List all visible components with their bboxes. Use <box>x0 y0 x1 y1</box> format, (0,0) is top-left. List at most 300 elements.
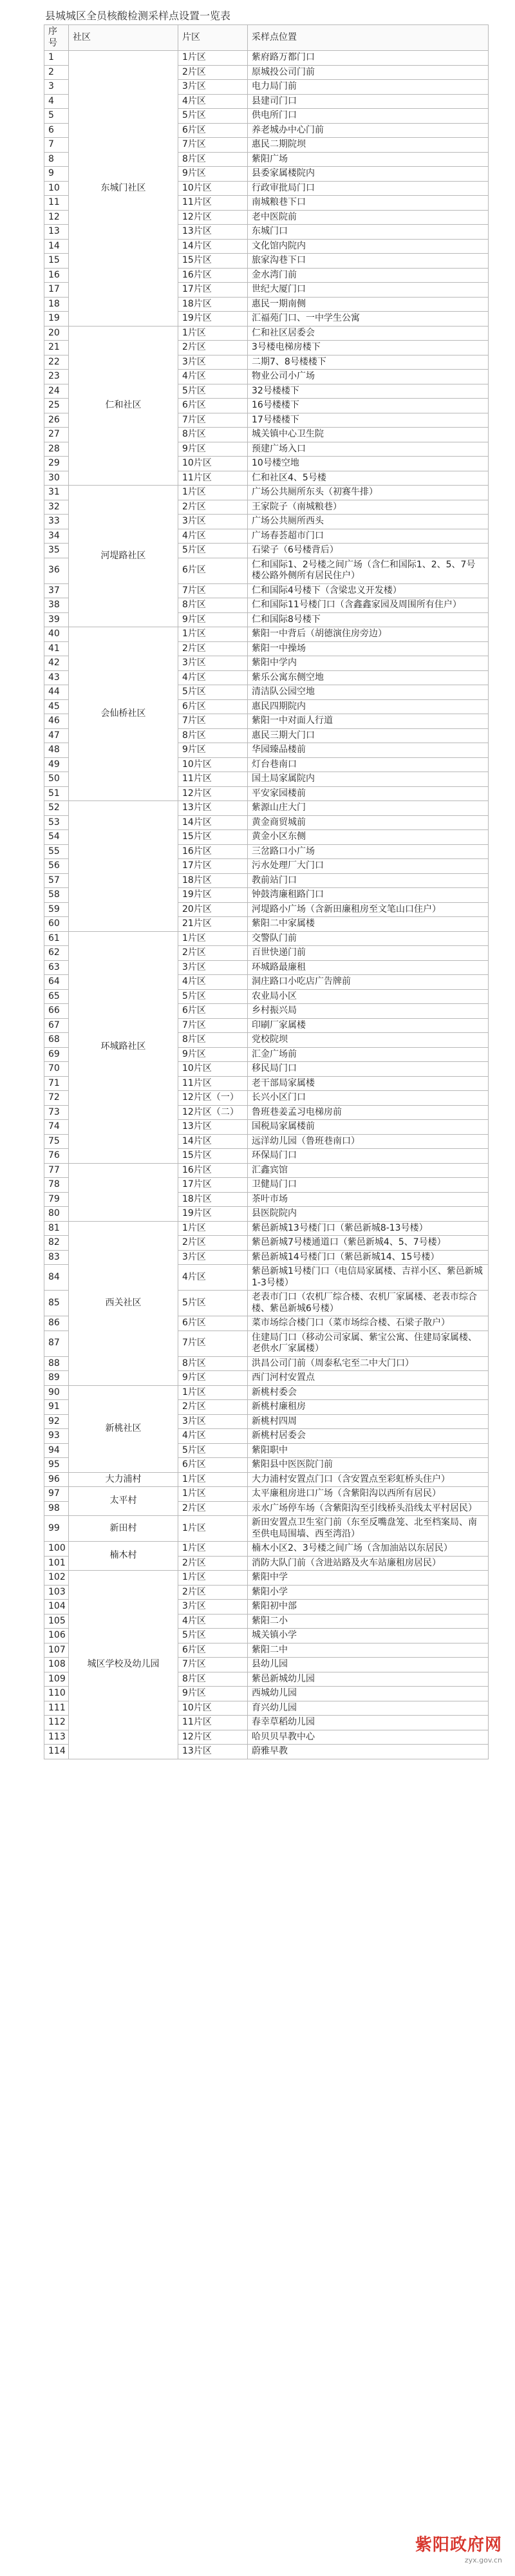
cell-site: 哈贝贝早教中心 <box>248 1730 489 1745</box>
cell-area: 1片区 <box>178 1472 248 1487</box>
cell-site: 紫源山庄大门 <box>248 801 489 816</box>
cell-area: 5片区 <box>178 384 248 399</box>
cell-area: 11片区 <box>178 1716 248 1730</box>
cell-area: 8片区 <box>178 1356 248 1371</box>
cell-seq: 82 <box>44 1236 69 1251</box>
table-row <box>44 326 489 341</box>
cell-seq: 98 <box>44 1501 69 1516</box>
cell-site: 黄金商贸城前 <box>248 815 489 830</box>
cell-site: 新桃村居委会 <box>248 1429 489 1444</box>
cell-seq: 5 <box>44 109 69 124</box>
cell-area: 13片区 <box>178 1745 248 1759</box>
cell-site: 消防大队门前（含进站路及火车站廉租房居民） <box>248 1556 489 1571</box>
cell-seq: 7 <box>44 138 69 153</box>
cell-site: 鲁班巷姜孟习电梯房前 <box>248 1105 489 1120</box>
cell-seq: 104 <box>44 1600 69 1615</box>
cell-seq: 67 <box>44 1018 69 1033</box>
cell-area: 8片区 <box>178 728 248 743</box>
cell-area: 2片区 <box>178 500 248 515</box>
cell-site: 黄金小区东侧 <box>248 830 489 845</box>
cell-seq: 69 <box>44 1047 69 1062</box>
cell-site: 紫邑新城13号楼门口（紫邑新城8-13号楼） <box>248 1221 489 1236</box>
cell-area: 10片区 <box>178 457 248 471</box>
cell-site: 10号楼空地 <box>248 457 489 471</box>
table-row <box>44 1516 489 1542</box>
cell-seq: 40 <box>44 627 69 642</box>
cell-site: 住建局门口（移动公司家属、紫宝公寓、住建局家属楼、老供水厂家属楼） <box>248 1331 489 1356</box>
cell-site: 县幼儿园 <box>248 1658 489 1672</box>
header-seq: 序号 <box>44 25 69 51</box>
cell-site: 华园臻品楼前 <box>248 743 489 758</box>
cell-community: 新田村 <box>69 1516 178 1542</box>
cell-seq: 8 <box>44 152 69 167</box>
cell-seq: 78 <box>44 1178 69 1193</box>
cell-area: 6片区 <box>178 123 248 138</box>
cell-site: 长兴小区门口 <box>248 1091 489 1106</box>
cell-seq: 99 <box>44 1516 69 1542</box>
cell-area: 13片区 <box>178 801 248 816</box>
cell-area: 1片区 <box>178 1221 248 1236</box>
cell-area: 11片区 <box>178 471 248 486</box>
cell-seq: 46 <box>44 714 69 729</box>
cell-area: 5片区 <box>178 1443 248 1458</box>
cell-seq: 44 <box>44 685 69 700</box>
cell-seq: 30 <box>44 471 69 486</box>
cell-seq: 105 <box>44 1614 69 1629</box>
cell-area: 6片区 <box>178 699 248 714</box>
cell-site: 广场春荟超市门口 <box>248 529 489 544</box>
cell-site: 紫阳中学内 <box>248 656 489 671</box>
cell-site: 紫乐公寓东侧空地 <box>248 670 489 685</box>
cell-area: 7片区 <box>178 714 248 729</box>
cell-site: 环保局门口 <box>248 1149 489 1164</box>
sampling-sites-table <box>44 24 489 1759</box>
cell-area: 5片区 <box>178 685 248 700</box>
cell-seq: 23 <box>44 370 69 384</box>
cell-site: 紫邑新城14号楼门口（紫邑新城14、15号楼） <box>248 1250 489 1265</box>
cell-site: 印刷厂家属楼 <box>248 1018 489 1033</box>
cell-seq: 32 <box>44 500 69 515</box>
cell-seq: 71 <box>44 1076 69 1091</box>
cell-area: 8片区 <box>178 152 248 167</box>
cell-seq: 12 <box>44 210 69 225</box>
cell-seq: 4 <box>44 94 69 109</box>
cell-area: 4片区 <box>178 1265 248 1291</box>
cell-area: 20片区 <box>178 902 248 917</box>
cell-site: 太平廉租房进口广场（含紫阳沟以西所有居民） <box>248 1487 489 1502</box>
site-logo-text: 紫阳政府网 <box>415 2535 502 2555</box>
cell-seq: 31 <box>44 486 69 500</box>
cell-area: 21片区 <box>178 917 248 932</box>
cell-site: 紫阳小学 <box>248 1585 489 1600</box>
cell-area: 4片区 <box>178 670 248 685</box>
cell-site: 春幸草稻幼儿园 <box>248 1716 489 1730</box>
cell-seq: 94 <box>44 1443 69 1458</box>
cell-site: 3号楼电梯房楼下 <box>248 341 489 355</box>
cell-site: 卫健局门口 <box>248 1178 489 1193</box>
cell-seq: 55 <box>44 844 69 859</box>
cell-site: 紫邑新城幼儿园 <box>248 1672 489 1687</box>
cell-area: 10片区 <box>178 757 248 772</box>
cell-seq: 54 <box>44 830 69 845</box>
header-site: 采样点位置 <box>248 25 489 51</box>
cell-seq: 45 <box>44 699 69 714</box>
cell-site: 紫阳初中部 <box>248 1600 489 1615</box>
cell-area: 1片区 <box>178 1571 248 1586</box>
cell-area: 3片区 <box>178 960 248 975</box>
cell-site: 新桃村委会 <box>248 1385 489 1400</box>
cell-seq: 84 <box>44 1265 69 1291</box>
cell-seq: 106 <box>44 1629 69 1643</box>
cell-seq: 6 <box>44 123 69 138</box>
cell-area: 12片区（一） <box>178 1091 248 1106</box>
table-row <box>44 1221 489 1236</box>
table-row <box>44 1472 489 1487</box>
cell-seq: 20 <box>44 326 69 341</box>
cell-seq: 19 <box>44 312 69 327</box>
cell-site: 交警队门前 <box>248 931 489 946</box>
table-row <box>44 51 489 66</box>
cell-site: 老干部局家属楼 <box>248 1076 489 1091</box>
cell-area: 1片区 <box>178 326 248 341</box>
cell-area: 1片区 <box>178 51 248 66</box>
table-row <box>44 801 489 816</box>
cell-area: 8片区 <box>178 598 248 613</box>
cell-area: 1片区 <box>178 931 248 946</box>
cell-area: 10片区 <box>178 181 248 196</box>
cell-seq: 59 <box>44 902 69 917</box>
cell-site: 惠民一期南侧 <box>248 297 489 312</box>
cell-site: 文化馆内院内 <box>248 239 489 254</box>
cell-community: 河堤路社区 <box>69 486 178 627</box>
cell-area: 3片区 <box>178 1600 248 1615</box>
cell-seq: 107 <box>44 1643 69 1658</box>
cell-seq: 57 <box>44 873 69 888</box>
cell-area: 6片区 <box>178 1316 248 1331</box>
cell-area: 9片区 <box>178 743 248 758</box>
cell-site: 国土局家属院内 <box>248 772 489 787</box>
cell-site: 乡村振兴局 <box>248 1004 489 1019</box>
cell-seq: 66 <box>44 1004 69 1019</box>
cell-seq: 38 <box>44 598 69 613</box>
cell-site: 惠民三期大门口 <box>248 728 489 743</box>
cell-seq: 91 <box>44 1400 69 1415</box>
cell-seq: 22 <box>44 355 69 370</box>
cell-seq: 96 <box>44 1472 69 1487</box>
cell-site: 二期7、8号楼楼下 <box>248 355 489 370</box>
cell-community: 仁和社区 <box>69 326 178 486</box>
cell-area: 10片区 <box>178 1701 248 1716</box>
cell-site: 百世快递门前 <box>248 946 489 961</box>
cell-site: 城关镇小学 <box>248 1629 489 1643</box>
cell-area: 18片区 <box>178 1192 248 1207</box>
cell-site: 河堤路小广场（含新田廉租房至文笔山口住户） <box>248 902 489 917</box>
cell-site: 县医院院内 <box>248 1207 489 1222</box>
cell-area: 6片区 <box>178 399 248 413</box>
cell-area: 18片区 <box>178 873 248 888</box>
cell-site: 石梁子（6号楼背后） <box>248 544 489 558</box>
cell-area: 7片区 <box>178 413 248 428</box>
cell-site: 蔚雅早教 <box>248 1745 489 1759</box>
cell-community: 环城路社区 <box>69 931 178 1163</box>
cell-site: 移民局门口 <box>248 1062 489 1077</box>
cell-site: 预建广场入口 <box>248 442 489 457</box>
cell-site: 紫阳职中 <box>248 1443 489 1458</box>
cell-area: 7片区 <box>178 1658 248 1672</box>
cell-area: 19片区 <box>178 1207 248 1222</box>
cell-area: 3片区 <box>178 1414 248 1429</box>
cell-area: 9片区 <box>178 612 248 627</box>
cell-area: 9片区 <box>178 1047 248 1062</box>
cell-area: 1片区 <box>178 1542 248 1557</box>
cell-seq: 15 <box>44 254 69 269</box>
cell-seq: 3 <box>44 80 69 95</box>
cell-area: 15片区 <box>178 254 248 269</box>
cell-area: 2片区 <box>178 1501 248 1516</box>
cell-area: 6片区 <box>178 1458 248 1473</box>
cell-area: 7片区 <box>178 1331 248 1356</box>
cell-seq: 101 <box>44 1556 69 1571</box>
table-row <box>44 486 489 500</box>
cell-area: 5片区 <box>178 109 248 124</box>
table-body <box>44 51 489 1759</box>
cell-area: 3片区 <box>178 656 248 671</box>
table-row <box>44 1542 489 1557</box>
cell-seq: 53 <box>44 815 69 830</box>
cell-seq: 74 <box>44 1120 69 1135</box>
cell-seq: 27 <box>44 428 69 442</box>
cell-area: 4片区 <box>178 94 248 109</box>
cell-community <box>69 801 178 932</box>
cell-area: 13片区 <box>178 1120 248 1135</box>
cell-seq: 58 <box>44 888 69 903</box>
cell-seq: 16 <box>44 268 69 283</box>
cell-seq: 56 <box>44 859 69 874</box>
header-community: 社区 <box>69 25 178 51</box>
cell-area: 7片区 <box>178 1018 248 1033</box>
cell-site: 旅家沟巷下口 <box>248 254 489 269</box>
cell-seq: 100 <box>44 1542 69 1557</box>
cell-site: 南城粮巷下口 <box>248 196 489 211</box>
cell-area: 9片区 <box>178 1371 248 1386</box>
cell-area: 15片区 <box>178 830 248 845</box>
cell-site: 紫阳二中 <box>248 1643 489 1658</box>
cell-seq: 97 <box>44 1487 69 1502</box>
cell-site: 教前站门口 <box>248 873 489 888</box>
cell-area: 5片区 <box>178 1291 248 1316</box>
cell-area: 17片区 <box>178 283 248 298</box>
cell-area: 2片区 <box>178 65 248 80</box>
cell-site: 国税局家属楼前 <box>248 1120 489 1135</box>
cell-seq: 73 <box>44 1105 69 1120</box>
cell-site: 汇鑫宾馆 <box>248 1163 489 1178</box>
cell-seq: 51 <box>44 786 69 801</box>
cell-area: 4片区 <box>178 1429 248 1444</box>
cell-seq: 81 <box>44 1221 69 1236</box>
cell-site: 老表市门口（农机厂综合楼、农机厂家属楼、老表市综合楼、紫邑新城6号楼） <box>248 1291 489 1316</box>
cell-site: 西门河村安置点 <box>248 1371 489 1386</box>
cell-area: 7片区 <box>178 583 248 598</box>
cell-seq: 60 <box>44 917 69 932</box>
cell-area: 12片区（二） <box>178 1105 248 1120</box>
cell-site: 紫阳一中操场 <box>248 641 489 656</box>
cell-area: 11片区 <box>178 1076 248 1091</box>
cell-site: 电力局门前 <box>248 80 489 95</box>
cell-site: 新田安置点卫生室门前（东至反嘴盘笼、北至档案局、南至供电局围墙、西至湾沿） <box>248 1516 489 1542</box>
table-header-row <box>44 25 489 51</box>
cell-site: 汇福苑门口、一中学生公寓 <box>248 312 489 327</box>
cell-site: 洞庄路口小吃店广告牌前 <box>248 975 489 990</box>
cell-area: 17片区 <box>178 1178 248 1193</box>
table-row <box>44 1163 489 1178</box>
cell-area: 6片区 <box>178 558 248 583</box>
cell-seq: 70 <box>44 1062 69 1077</box>
cell-seq: 72 <box>44 1091 69 1106</box>
cell-site: 农业局小区 <box>248 989 489 1004</box>
cell-seq: 111 <box>44 1701 69 1716</box>
cell-seq: 113 <box>44 1730 69 1745</box>
cell-site: 世纪大厦门口 <box>248 283 489 298</box>
cell-community: 太平村 <box>69 1487 178 1516</box>
cell-site: 汇金广场前 <box>248 1047 489 1062</box>
table-row <box>44 1571 489 1586</box>
cell-area: 2片区 <box>178 1400 248 1415</box>
cell-site: 物业公司小广场 <box>248 370 489 384</box>
cell-area: 1片区 <box>178 1487 248 1502</box>
cell-site: 仁和国际8号楼下 <box>248 612 489 627</box>
cell-site: 16号楼楼下 <box>248 399 489 413</box>
cell-community: 东城门社区 <box>69 51 178 327</box>
cell-seq: 112 <box>44 1716 69 1730</box>
cell-seq: 63 <box>44 960 69 975</box>
cell-seq: 83 <box>44 1250 69 1265</box>
cell-seq: 36 <box>44 558 69 583</box>
cell-site: 县委家属楼院内 <box>248 167 489 182</box>
site-url: zyx.gov.cn <box>464 2556 502 2564</box>
cell-area: 9片区 <box>178 442 248 457</box>
cell-site: 育兴幼儿园 <box>248 1701 489 1716</box>
cell-area: 16片区 <box>178 268 248 283</box>
cell-site: 仁和社区4、5号楼 <box>248 471 489 486</box>
cell-seq: 87 <box>44 1331 69 1356</box>
cell-seq: 68 <box>44 1033 69 1048</box>
table-row <box>44 627 489 642</box>
cell-seq: 102 <box>44 1571 69 1586</box>
cell-seq: 86 <box>44 1316 69 1331</box>
cell-seq: 76 <box>44 1149 69 1164</box>
cell-area: 8片区 <box>178 1033 248 1048</box>
cell-area: 11片区 <box>178 196 248 211</box>
cell-seq: 13 <box>44 225 69 240</box>
cell-site: 茶叶市场 <box>248 1192 489 1207</box>
cell-area: 2片区 <box>178 1585 248 1600</box>
cell-site: 污水处理厂大门口 <box>248 859 489 874</box>
cell-site: 32号楼楼下 <box>248 384 489 399</box>
cell-site: 养老城办中心门前 <box>248 123 489 138</box>
cell-site: 紫阳中学 <box>248 1571 489 1586</box>
cell-area: 10片区 <box>178 1062 248 1077</box>
cell-seq: 9 <box>44 167 69 182</box>
cell-site: 环城路最廉租 <box>248 960 489 975</box>
page-title: 县城城区全员核酸检测采样点设置一览表 <box>45 10 231 22</box>
cell-site: 老中医院前 <box>248 210 489 225</box>
cell-site: 惠民四期院内 <box>248 699 489 714</box>
cell-site: 紫阳一中背后（胡德演住房旁边） <box>248 627 489 642</box>
cell-area: 1片区 <box>178 486 248 500</box>
cell-site: 洪昌公司门前（周泰私宅至二中大门口） <box>248 1356 489 1371</box>
cell-site: 紫阳二中家属楼 <box>248 917 489 932</box>
cell-area: 5片区 <box>178 544 248 558</box>
cell-area: 5片区 <box>178 1629 248 1643</box>
cell-seq: 41 <box>44 641 69 656</box>
cell-seq: 77 <box>44 1163 69 1178</box>
cell-site: 金水湾门前 <box>248 268 489 283</box>
cell-site: 灯台巷南口 <box>248 757 489 772</box>
cell-area: 1片区 <box>178 627 248 642</box>
cell-site: 平安家园楼前 <box>248 786 489 801</box>
cell-seq: 114 <box>44 1745 69 1759</box>
cell-seq: 108 <box>44 1658 69 1672</box>
cell-seq: 47 <box>44 728 69 743</box>
cell-area: 12片区 <box>178 786 248 801</box>
cell-area: 2片区 <box>178 1556 248 1571</box>
cell-area: 2片区 <box>178 641 248 656</box>
cell-site: 紫阳二小 <box>248 1614 489 1629</box>
cell-seq: 62 <box>44 946 69 961</box>
cell-area: 9片区 <box>178 1687 248 1701</box>
cell-area: 3片区 <box>178 355 248 370</box>
cell-site: 紫邑新城1号楼门口（电信局家属楼、吉祥小区、紫邑新城1-3号楼） <box>248 1265 489 1291</box>
cell-site: 西城幼儿园 <box>248 1687 489 1701</box>
cell-site: 新桃村廉租房 <box>248 1400 489 1415</box>
cell-seq: 48 <box>44 743 69 758</box>
cell-area: 3片区 <box>178 1250 248 1265</box>
cell-area: 14片区 <box>178 815 248 830</box>
cell-area: 2片区 <box>178 946 248 961</box>
cell-site: 紫府路万都门口 <box>248 51 489 66</box>
cell-site: 广场公共厕所东头（初赛牛排） <box>248 486 489 500</box>
cell-area: 4片区 <box>178 529 248 544</box>
cell-seq: 2 <box>44 65 69 80</box>
cell-site: 仁和国际11号楼门口（含鑫鑫家园及周围所有住户） <box>248 598 489 613</box>
cell-area: 14片区 <box>178 1134 248 1149</box>
table-row <box>44 931 489 946</box>
cell-seq: 49 <box>44 757 69 772</box>
cell-seq: 109 <box>44 1672 69 1687</box>
cell-seq: 21 <box>44 341 69 355</box>
cell-seq: 80 <box>44 1207 69 1222</box>
cell-seq: 26 <box>44 413 69 428</box>
cell-community: 西关社区 <box>69 1221 178 1385</box>
cell-area: 2片区 <box>178 341 248 355</box>
cell-community: 会仙桥社区 <box>69 627 178 801</box>
cell-site: 新桃村四周 <box>248 1414 489 1429</box>
header-area: 片区 <box>178 25 248 51</box>
cell-site: 远洋幼儿园（鲁班巷南口） <box>248 1134 489 1149</box>
cell-seq: 43 <box>44 670 69 685</box>
cell-seq: 17 <box>44 283 69 298</box>
cell-site: 仁和社区居委会 <box>248 326 489 341</box>
cell-site: 紫邑新城7号楼通道口（紫邑新城4、5、7号楼） <box>248 1236 489 1251</box>
cell-seq: 14 <box>44 239 69 254</box>
cell-area: 12片区 <box>178 1730 248 1745</box>
cell-area: 13片区 <box>178 225 248 240</box>
cell-seq: 50 <box>44 772 69 787</box>
cell-site: 广场公共厕所西头 <box>248 515 489 529</box>
cell-seq: 29 <box>44 457 69 471</box>
cell-seq: 79 <box>44 1192 69 1207</box>
cell-area: 4片区 <box>178 370 248 384</box>
